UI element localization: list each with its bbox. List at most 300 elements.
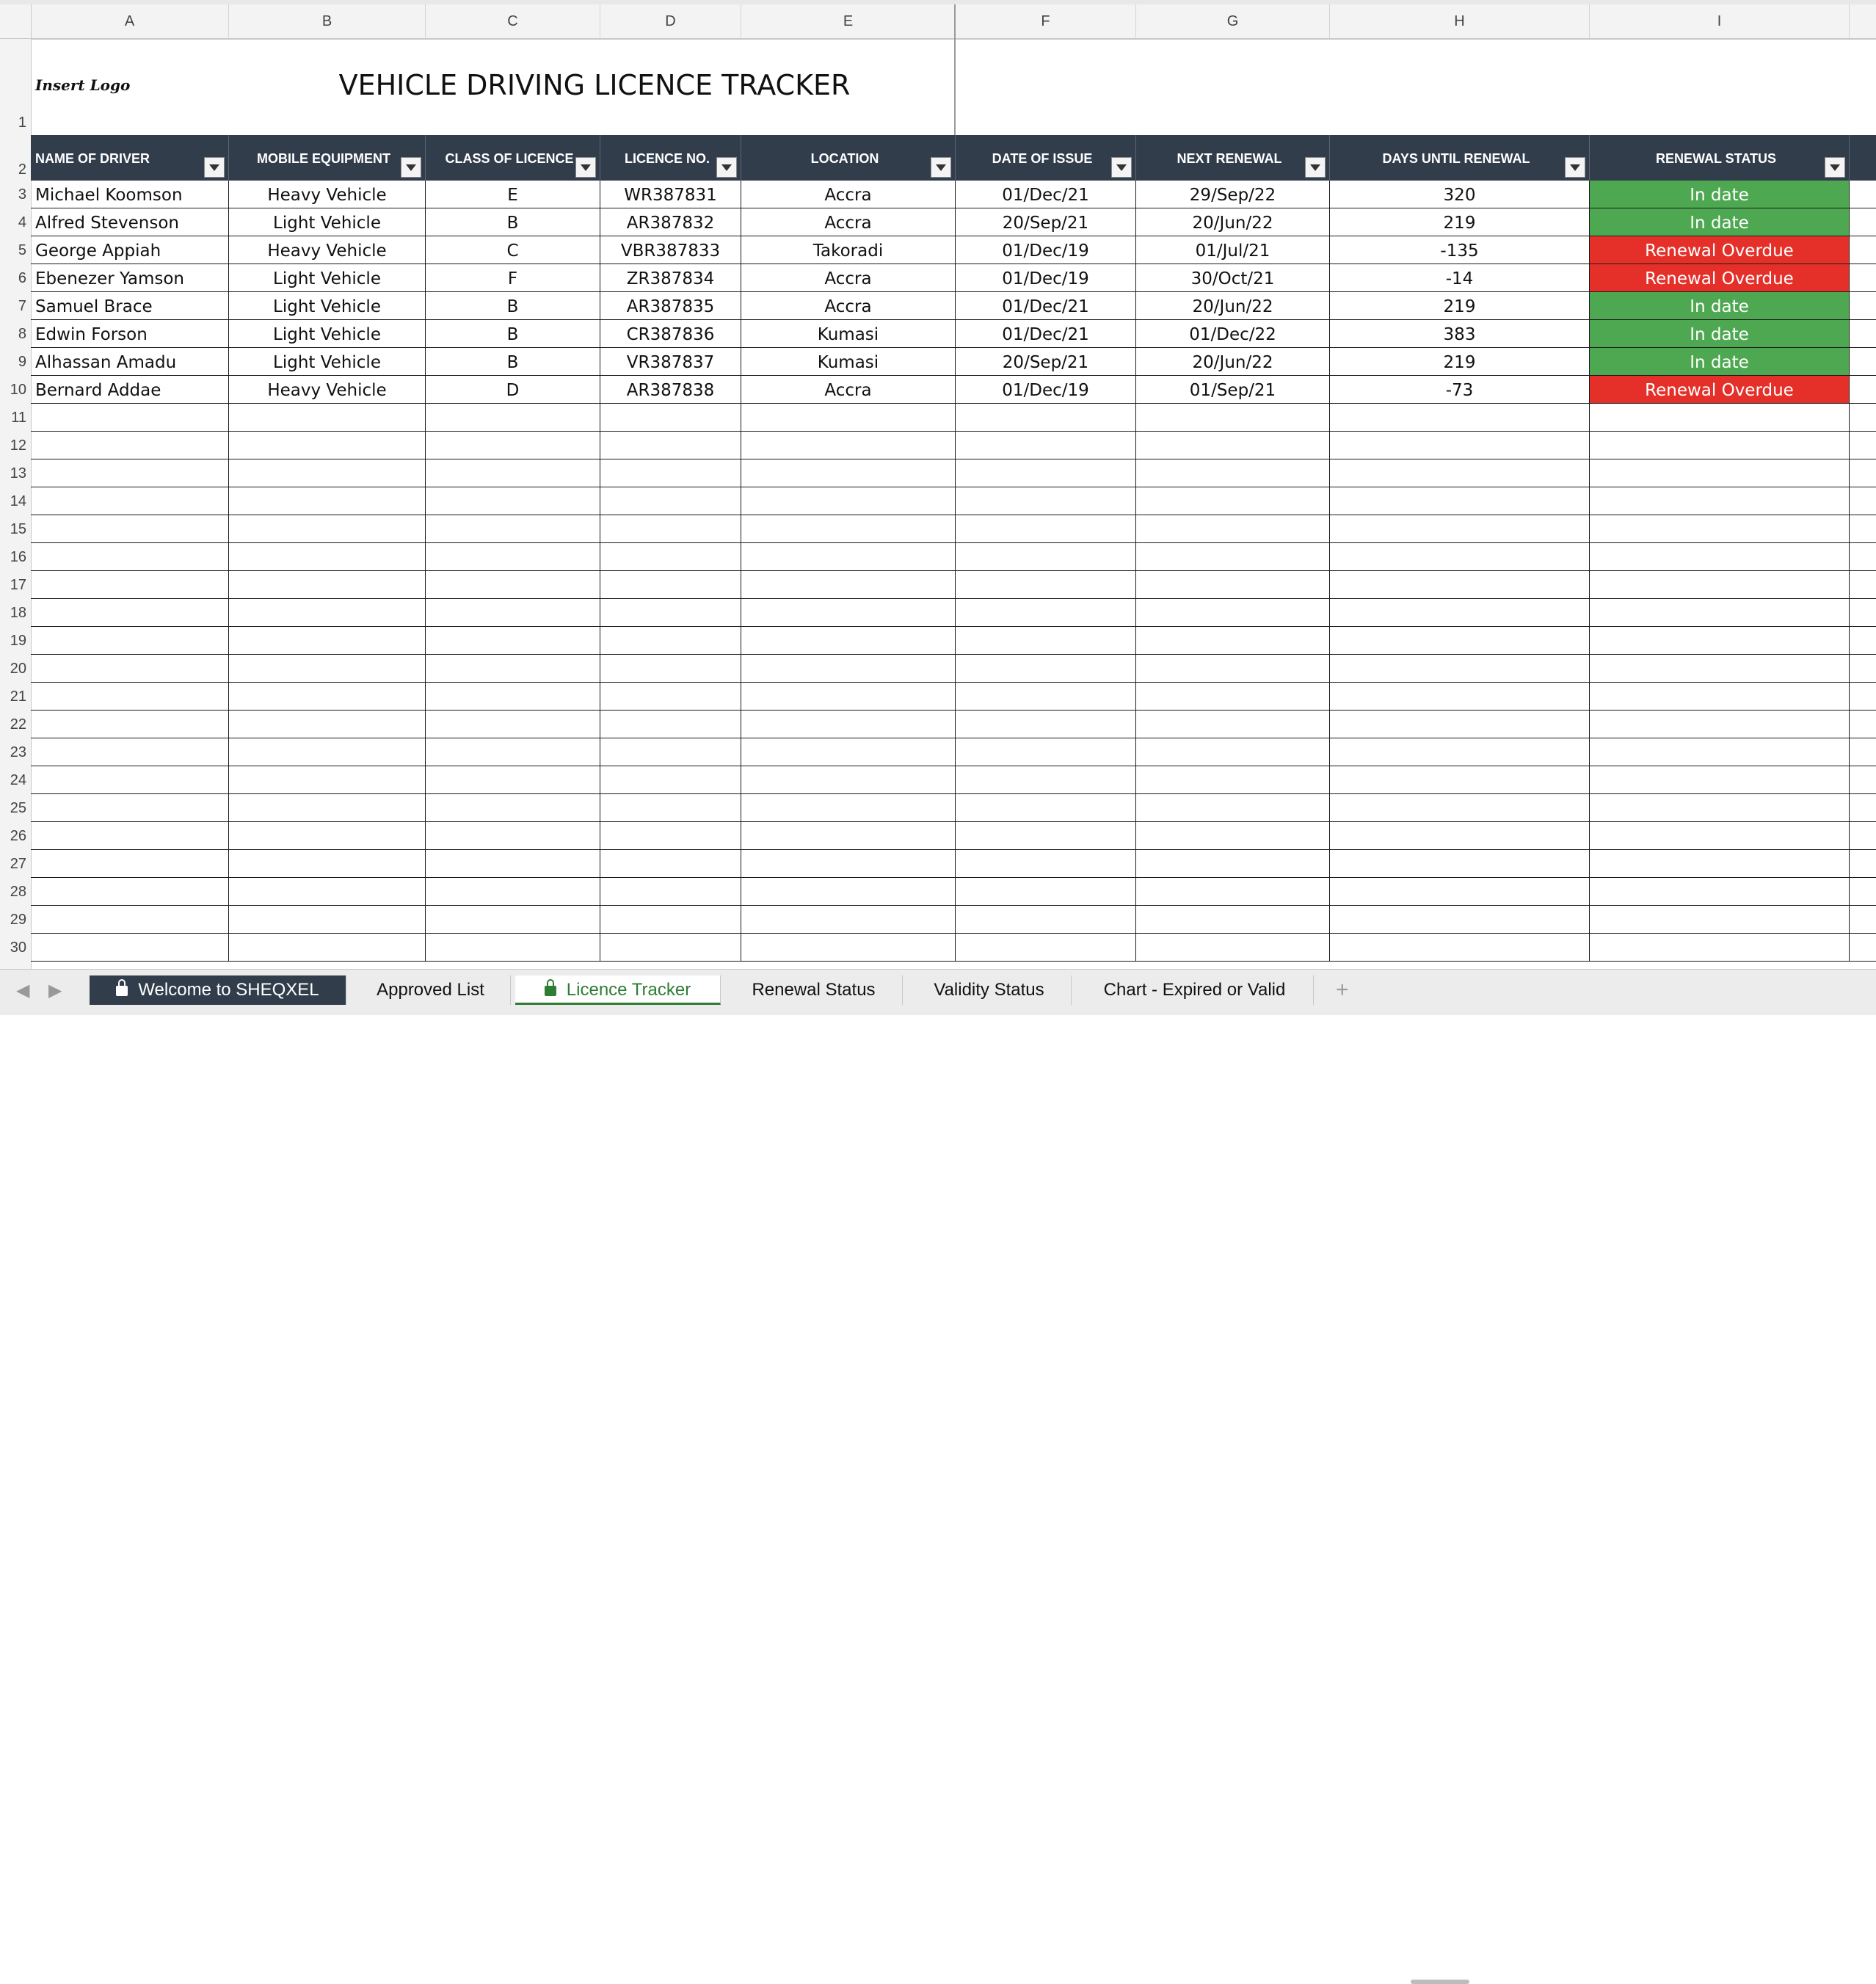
table-cell[interactable]: Heavy Vehicle <box>229 376 426 403</box>
table-cell[interactable]: Takoradi <box>741 236 956 264</box>
table-cell[interactable] <box>426 683 600 710</box>
table-cell[interactable] <box>1330 822 1590 849</box>
table-cell[interactable] <box>229 515 426 542</box>
table-cell[interactable] <box>229 683 426 710</box>
row-number[interactable]: 20 <box>10 661 26 677</box>
status-cell[interactable] <box>1590 515 1850 542</box>
row-number[interactable]: 6 <box>18 270 26 286</box>
table-cell[interactable] <box>956 878 1136 905</box>
table-cell[interactable]: C <box>426 236 600 264</box>
status-cell[interactable] <box>1590 683 1850 710</box>
table-cell[interactable] <box>1136 487 1330 515</box>
table-cell[interactable] <box>1330 459 1590 487</box>
table-cell[interactable] <box>229 543 426 570</box>
status-cell[interactable] <box>1590 487 1850 515</box>
table-cell[interactable] <box>31 794 229 821</box>
column-header-b[interactable]: B <box>229 4 426 38</box>
table-cell[interactable] <box>1136 571 1330 598</box>
row-number[interactable]: 30 <box>10 940 26 956</box>
table-cell[interactable]: Light Vehicle <box>229 320 426 347</box>
table-cell[interactable] <box>426 655 600 682</box>
status-cell[interactable] <box>1590 878 1850 905</box>
table-cell[interactable] <box>31 543 229 570</box>
table-cell[interactable] <box>1136 850 1330 877</box>
status-cell[interactable] <box>1590 850 1850 877</box>
table-cell[interactable]: AR387838 <box>600 376 741 403</box>
table-cell[interactable] <box>31 571 229 598</box>
status-cell[interactable] <box>1590 655 1850 682</box>
table-cell[interactable] <box>741 711 956 738</box>
table-cell[interactable] <box>741 850 956 877</box>
table-cell[interactable]: Alfred Stevenson <box>31 208 229 236</box>
table-cell[interactable]: 320 <box>1330 181 1590 208</box>
table-cell[interactable] <box>600 738 741 766</box>
table-cell[interactable] <box>956 683 1136 710</box>
dropdown-filter-icon[interactable] <box>931 157 951 178</box>
table-cell[interactable] <box>1330 683 1590 710</box>
column-header-g[interactable]: G <box>1136 4 1330 38</box>
column-header-f[interactable]: F <box>956 4 1136 38</box>
table-cell[interactable] <box>1136 432 1330 459</box>
table-cell[interactable] <box>741 878 956 905</box>
table-cell[interactable]: 29/Sep/22 <box>1136 181 1330 208</box>
table-cell[interactable]: 01/Dec/19 <box>956 264 1136 291</box>
table-cell[interactable] <box>956 487 1136 515</box>
chevron-left-icon[interactable]: ◀ <box>16 981 30 1000</box>
table-cell[interactable] <box>1136 794 1330 821</box>
table-cell[interactable] <box>741 543 956 570</box>
row-number[interactable]: 14 <box>10 493 26 509</box>
status-cell[interactable] <box>1590 627 1850 654</box>
table-cell[interactable]: 01/Dec/22 <box>1136 320 1330 347</box>
table-cell[interactable]: Heavy Vehicle <box>229 236 426 264</box>
table-cell[interactable]: 01/Sep/21 <box>1136 376 1330 403</box>
table-cell[interactable] <box>31 515 229 542</box>
row-number[interactable]: 22 <box>10 716 26 733</box>
status-cell[interactable] <box>1590 906 1850 933</box>
table-cell[interactable] <box>956 459 1136 487</box>
table-cell[interactable] <box>1330 487 1590 515</box>
dropdown-filter-icon[interactable] <box>716 157 737 178</box>
table-cell[interactable] <box>1136 878 1330 905</box>
table-cell[interactable] <box>1330 543 1590 570</box>
table-cell[interactable] <box>426 404 600 431</box>
table-cell[interactable] <box>741 794 956 821</box>
sheet-tab[interactable] <box>907 975 1072 1005</box>
table-cell[interactable] <box>31 766 229 793</box>
table-cell[interactable] <box>1330 794 1590 821</box>
table-cell[interactable] <box>741 599 956 626</box>
table-cell[interactable] <box>1136 655 1330 682</box>
table-cell[interactable]: Alhassan Amadu <box>31 348 229 375</box>
row-number[interactable]: 4 <box>18 214 26 230</box>
row-number[interactable]: 13 <box>10 465 26 482</box>
table-cell[interactable] <box>1330 655 1590 682</box>
status-cell[interactable] <box>1590 432 1850 459</box>
table-cell[interactable] <box>1330 878 1590 905</box>
table-cell[interactable] <box>600 459 741 487</box>
table-cell[interactable] <box>31 822 229 849</box>
table-cell[interactable] <box>956 822 1136 849</box>
status-cell[interactable] <box>1590 934 1850 961</box>
table-cell[interactable] <box>229 432 426 459</box>
status-cell[interactable]: Renewal Overdue <box>1590 236 1850 264</box>
row-number[interactable]: 17 <box>10 577 26 593</box>
status-cell[interactable] <box>1590 822 1850 849</box>
table-cell[interactable] <box>600 906 741 933</box>
table-cell[interactable] <box>741 906 956 933</box>
table-cell[interactable] <box>31 683 229 710</box>
table-cell[interactable] <box>31 599 229 626</box>
table-cell[interactable] <box>956 711 1136 738</box>
table-cell[interactable] <box>956 934 1136 961</box>
row-number[interactable]: 26 <box>10 828 26 844</box>
table-cell[interactable] <box>31 459 229 487</box>
table-cell[interactable] <box>600 627 741 654</box>
row-number[interactable]: 1 <box>18 115 26 131</box>
table-cell[interactable] <box>1330 515 1590 542</box>
row-number[interactable]: 21 <box>10 688 26 705</box>
status-cell[interactable]: In date <box>1590 181 1850 208</box>
status-cell[interactable] <box>1590 571 1850 598</box>
row-number[interactable]: 28 <box>10 884 26 900</box>
table-cell[interactable] <box>1136 627 1330 654</box>
table-cell[interactable] <box>741 822 956 849</box>
status-cell[interactable] <box>1590 766 1850 793</box>
table-cell[interactable] <box>741 738 956 766</box>
table-cell[interactable]: CR387836 <box>600 320 741 347</box>
table-cell[interactable] <box>426 599 600 626</box>
table-cell[interactable] <box>31 711 229 738</box>
horizontal-scrollbar[interactable] <box>1411 1980 1469 1984</box>
table-cell[interactable] <box>229 934 426 961</box>
row-number[interactable]: 7 <box>18 298 26 314</box>
table-cell[interactable] <box>31 878 229 905</box>
table-cell[interactable]: 01/Dec/19 <box>956 236 1136 264</box>
table-cell[interactable]: AR387832 <box>600 208 741 236</box>
sheet-tab[interactable] <box>725 975 903 1005</box>
table-cell[interactable]: Light Vehicle <box>229 208 426 236</box>
dropdown-filter-icon[interactable] <box>575 157 596 178</box>
table-cell[interactable] <box>229 599 426 626</box>
row-number[interactable]: 19 <box>10 633 26 649</box>
table-cell[interactable] <box>600 822 741 849</box>
row-number[interactable]: 5 <box>18 242 26 258</box>
dropdown-filter-icon[interactable] <box>204 157 225 178</box>
table-cell[interactable]: F <box>426 264 600 291</box>
row-number[interactable]: 18 <box>10 605 26 621</box>
table-cell[interactable]: Heavy Vehicle <box>229 181 426 208</box>
row-number[interactable]: 8 <box>18 326 26 342</box>
table-cell[interactable]: Accra <box>741 264 956 291</box>
row-number[interactable]: 25 <box>10 800 26 816</box>
table-cell[interactable]: Edwin Forson <box>31 320 229 347</box>
table-cell[interactable] <box>426 711 600 738</box>
status-cell[interactable]: In date <box>1590 292 1850 319</box>
table-cell[interactable] <box>31 432 229 459</box>
table-cell[interactable] <box>1136 683 1330 710</box>
table-cell[interactable] <box>229 822 426 849</box>
sheet-tab[interactable] <box>351 975 511 1005</box>
table-cell[interactable] <box>1330 627 1590 654</box>
table-cell[interactable]: -73 <box>1330 376 1590 403</box>
table-cell[interactable]: 219 <box>1330 348 1590 375</box>
table-cell[interactable] <box>1330 738 1590 766</box>
dropdown-filter-icon[interactable] <box>1111 157 1132 178</box>
table-cell[interactable]: 219 <box>1330 208 1590 236</box>
table-cell[interactable] <box>741 683 956 710</box>
table-cell[interactable]: B <box>426 348 600 375</box>
table-cell[interactable] <box>1136 599 1330 626</box>
table-cell[interactable]: Accra <box>741 292 956 319</box>
table-cell[interactable] <box>229 459 426 487</box>
table-cell[interactable]: 01/Dec/21 <box>956 181 1136 208</box>
table-cell[interactable] <box>426 432 600 459</box>
table-cell[interactable] <box>600 432 741 459</box>
table-cell[interactable]: D <box>426 376 600 403</box>
status-cell[interactable]: In date <box>1590 320 1850 347</box>
table-cell[interactable] <box>600 711 741 738</box>
table-cell[interactable] <box>1330 404 1590 431</box>
status-cell[interactable]: Renewal Overdue <box>1590 264 1850 291</box>
table-cell[interactable] <box>741 934 956 961</box>
table-cell[interactable] <box>229 850 426 877</box>
row-number[interactable]: 10 <box>10 382 26 398</box>
table-cell[interactable] <box>1136 543 1330 570</box>
table-cell[interactable]: Michael Koomson <box>31 181 229 208</box>
table-cell[interactable]: 20/Sep/21 <box>956 208 1136 236</box>
table-cell[interactable]: 01/Jul/21 <box>1136 236 1330 264</box>
table-cell[interactable] <box>1330 599 1590 626</box>
table-cell[interactable]: AR387835 <box>600 292 741 319</box>
table-cell[interactable] <box>741 627 956 654</box>
status-cell[interactable] <box>1590 459 1850 487</box>
table-cell[interactable] <box>600 571 741 598</box>
table-cell[interactable] <box>956 543 1136 570</box>
table-cell[interactable] <box>426 822 600 849</box>
table-cell[interactable] <box>31 655 229 682</box>
status-cell[interactable] <box>1590 404 1850 431</box>
table-cell[interactable] <box>956 655 1136 682</box>
table-cell[interactable]: George Appiah <box>31 236 229 264</box>
table-cell[interactable] <box>426 850 600 877</box>
table-cell[interactable] <box>229 487 426 515</box>
table-cell[interactable] <box>600 794 741 821</box>
table-cell[interactable] <box>956 766 1136 793</box>
dropdown-filter-icon[interactable] <box>1305 157 1326 178</box>
chevron-right-icon[interactable]: ▶ <box>48 981 62 1000</box>
status-cell[interactable]: In date <box>1590 348 1850 375</box>
table-cell[interactable] <box>426 878 600 905</box>
table-cell[interactable] <box>956 738 1136 766</box>
table-cell[interactable] <box>229 766 426 793</box>
table-cell[interactable]: 01/Dec/21 <box>956 320 1136 347</box>
table-cell[interactable] <box>600 766 741 793</box>
table-cell[interactable] <box>229 794 426 821</box>
table-cell[interactable] <box>31 906 229 933</box>
table-cell[interactable] <box>1136 711 1330 738</box>
row-number[interactable]: 3 <box>18 186 26 203</box>
status-cell[interactable] <box>1590 794 1850 821</box>
table-cell[interactable] <box>1330 571 1590 598</box>
plus-icon[interactable]: + <box>1336 978 1349 1002</box>
table-cell[interactable]: VR387837 <box>600 348 741 375</box>
table-cell[interactable]: 20/Jun/22 <box>1136 348 1330 375</box>
table-cell[interactable] <box>426 487 600 515</box>
table-cell[interactable] <box>1330 850 1590 877</box>
sheet-tab[interactable] <box>90 975 346 1005</box>
dropdown-filter-icon[interactable] <box>1565 157 1585 178</box>
table-cell[interactable]: WR387831 <box>600 181 741 208</box>
table-cell[interactable] <box>600 850 741 877</box>
row-number[interactable]: 12 <box>10 437 26 454</box>
status-cell[interactable] <box>1590 738 1850 766</box>
table-cell[interactable] <box>956 515 1136 542</box>
table-cell[interactable] <box>956 404 1136 431</box>
table-cell[interactable] <box>229 655 426 682</box>
table-cell[interactable] <box>229 738 426 766</box>
table-cell[interactable]: 20/Sep/21 <box>956 348 1136 375</box>
row-number[interactable]: 27 <box>10 856 26 872</box>
table-cell[interactable]: 01/Dec/19 <box>956 376 1136 403</box>
table-cell[interactable] <box>229 404 426 431</box>
table-cell[interactable]: 01/Dec/21 <box>956 292 1136 319</box>
table-cell[interactable] <box>426 906 600 933</box>
table-cell[interactable]: B <box>426 320 600 347</box>
table-cell[interactable]: Accra <box>741 208 956 236</box>
table-cell[interactable] <box>426 515 600 542</box>
table-cell[interactable] <box>426 934 600 961</box>
table-cell[interactable] <box>600 655 741 682</box>
table-cell[interactable]: -14 <box>1330 264 1590 291</box>
row-number[interactable]: 16 <box>10 549 26 565</box>
table-cell[interactable] <box>741 432 956 459</box>
status-cell[interactable]: Renewal Overdue <box>1590 376 1850 403</box>
table-cell[interactable] <box>426 738 600 766</box>
table-cell[interactable] <box>229 906 426 933</box>
table-cell[interactable] <box>426 794 600 821</box>
table-cell[interactable] <box>1136 766 1330 793</box>
row-number[interactable]: 15 <box>10 521 26 537</box>
table-cell[interactable] <box>1136 459 1330 487</box>
sheet-tab[interactable] <box>1076 975 1314 1005</box>
table-cell[interactable]: Kumasi <box>741 348 956 375</box>
table-cell[interactable]: -135 <box>1330 236 1590 264</box>
table-cell[interactable] <box>1330 432 1590 459</box>
table-cell[interactable] <box>600 878 741 905</box>
sheet-tab[interactable] <box>515 975 721 1005</box>
table-cell[interactable]: 383 <box>1330 320 1590 347</box>
row-number[interactable]: 24 <box>10 772 26 788</box>
table-cell[interactable] <box>956 599 1136 626</box>
table-cell[interactable] <box>956 571 1136 598</box>
table-cell[interactable]: Light Vehicle <box>229 264 426 291</box>
row-number[interactable]: 9 <box>18 354 26 370</box>
table-cell[interactable]: B <box>426 292 600 319</box>
table-cell[interactable] <box>31 404 229 431</box>
table-cell[interactable]: 30/Oct/21 <box>1136 264 1330 291</box>
table-cell[interactable] <box>741 655 956 682</box>
table-cell[interactable] <box>956 794 1136 821</box>
row-number[interactable]: 11 <box>11 410 26 426</box>
table-cell[interactable]: Bernard Addae <box>31 376 229 403</box>
table-cell[interactable] <box>956 627 1136 654</box>
table-cell[interactable] <box>741 487 956 515</box>
table-cell[interactable] <box>31 487 229 515</box>
table-cell[interactable]: ZR387834 <box>600 264 741 291</box>
table-cell[interactable]: Accra <box>741 376 956 403</box>
table-cell[interactable] <box>31 934 229 961</box>
table-cell[interactable]: Light Vehicle <box>229 348 426 375</box>
row-number[interactable]: 29 <box>10 912 26 928</box>
table-cell[interactable] <box>1136 822 1330 849</box>
table-cell[interactable] <box>426 543 600 570</box>
table-cell[interactable]: B <box>426 208 600 236</box>
table-cell[interactable] <box>229 711 426 738</box>
table-cell[interactable] <box>31 738 229 766</box>
table-cell[interactable] <box>1136 404 1330 431</box>
table-cell[interactable]: Kumasi <box>741 320 956 347</box>
table-cell[interactable] <box>1330 934 1590 961</box>
status-cell[interactable] <box>1590 543 1850 570</box>
table-cell[interactable] <box>1136 906 1330 933</box>
status-cell[interactable] <box>1590 711 1850 738</box>
table-cell[interactable] <box>741 515 956 542</box>
table-cell[interactable] <box>956 850 1136 877</box>
table-cell[interactable] <box>229 627 426 654</box>
table-cell[interactable] <box>741 404 956 431</box>
column-header-e[interactable]: E <box>741 4 956 38</box>
table-cell[interactable]: VBR387833 <box>600 236 741 264</box>
column-header-h[interactable]: H <box>1330 4 1590 38</box>
table-cell[interactable] <box>1330 766 1590 793</box>
dropdown-filter-icon[interactable] <box>401 157 421 178</box>
table-cell[interactable] <box>600 515 741 542</box>
table-cell[interactable] <box>31 627 229 654</box>
table-cell[interactable] <box>1136 515 1330 542</box>
table-cell[interactable] <box>600 683 741 710</box>
column-header-d[interactable]: D <box>600 4 741 38</box>
table-cell[interactable] <box>1136 738 1330 766</box>
table-cell[interactable] <box>600 543 741 570</box>
table-cell[interactable]: 219 <box>1330 292 1590 319</box>
table-cell[interactable] <box>741 766 956 793</box>
table-cell[interactable]: E <box>426 181 600 208</box>
table-cell[interactable] <box>229 571 426 598</box>
table-cell[interactable] <box>956 906 1136 933</box>
table-cell[interactable]: 20/Jun/22 <box>1136 292 1330 319</box>
column-header-i[interactable]: I <box>1590 4 1850 38</box>
status-cell[interactable] <box>1590 599 1850 626</box>
table-cell[interactable] <box>956 432 1136 459</box>
table-cell[interactable] <box>600 487 741 515</box>
table-cell[interactable]: 20/Jun/22 <box>1136 208 1330 236</box>
table-cell[interactable] <box>600 934 741 961</box>
row-number[interactable]: 23 <box>10 744 26 760</box>
dropdown-filter-icon[interactable] <box>1825 157 1845 178</box>
column-header-a[interactable]: A <box>31 4 229 38</box>
table-cell[interactable] <box>229 878 426 905</box>
table-cell[interactable] <box>31 850 229 877</box>
status-cell[interactable]: In date <box>1590 208 1850 236</box>
column-header-c[interactable]: C <box>426 4 600 38</box>
table-cell[interactable]: Light Vehicle <box>229 292 426 319</box>
table-cell[interactable] <box>426 627 600 654</box>
table-cell[interactable] <box>600 404 741 431</box>
select-all-corner[interactable] <box>0 4 32 38</box>
table-cell[interactable] <box>741 459 956 487</box>
table-cell[interactable] <box>1330 906 1590 933</box>
